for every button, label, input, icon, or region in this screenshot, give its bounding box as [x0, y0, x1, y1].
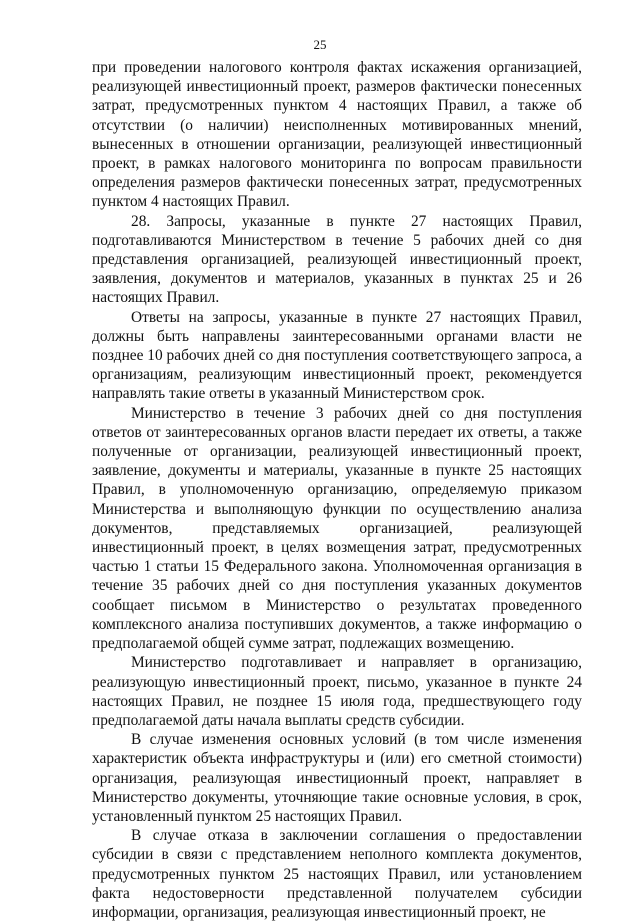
- page-number: 25: [313, 37, 327, 52]
- paragraph-continuation: при проведении налогового контроля фактах искажения организацией, реализующей инвестиционный проект, размеров фактически понесенных затрат, предусмотренных пунктом 4 настоящих Правил, а также об отсутствии (о наличии) неисполненных мотивированных мнений, вынесенных в отношении организации, реализующей инвестиционный проект, в рамках налогового мониторинга по вопросам правильности определения размеров фактически понесенных затрат, предусмотренных пунктом 4 настоящих Правил.: [92, 59, 582, 211]
- paragraph-item-28: 28. Запросы, указанные в пункте 27 настоящих Правил, подготавливаются Министерством в течение 5 рабочих дней со дня представления организацией, реализующей инвестиционный проект, заявления, документов и материалов, указанных в пунктах 25 и 26 настоящих Правил.: [92, 212, 582, 307]
- paragraph-responses: Ответы на запросы, указанные в пункте 27 настоящих Правил, должны быть направлены заинтересованными органами власти не позднее 10 рабочих дней со дня поступления соответствующего запроса, а организациям, реализующим инвестиционный проект, рекомендуется направлять такие ответы в указанный Министерством срок.: [92, 308, 582, 403]
- paragraph-ministry-transfer: Министерство в течение 3 рабочих дней со дня поступления ответов от заинтересованных органов власти передает их ответы, а также полученные от организации, реализующей инвестиционный проект, заявление, документы и материалы, указанные в пункте 25 настоящих Правил, в уполномоченную организацию, определяемую приказом Министерства и выполняющую функции по осуществлению анализа документов, представляемых организацией, реализующей инвестиционный проект, в целях возмещения затрат, предусмотренных частью 1 статьи 15 Федерального закона. Уполномоченная организация в течение 35 рабочих дней со дня поступления указанных документов сообщает письмом в Министерство о результатах проведенного комплексного анализа поступивших документов, а также информацию о предполагаемой общей сумме затрат, подлежащих возмещению.: [92, 404, 582, 653]
- paragraph-refusal: В случае отказа в заключении соглашения о предоставлении субсидии в связи с представлением неполного комплекта документов, предусмотренных пунктом 25 настоящих Правил, или установлением факта недостоверности представленной получателем субсидии информации, организация, реализующая инвестиционный проект, не: [92, 827, 582, 921]
- document-body: [92, 58, 582, 922]
- paragraph-conditions-change: В случае изменения основных условий (в том числе изменения характеристик объекта инфраструктуры и (или) его сметной стоимости) организация, реализующая инвестиционный проект, направляет в Министерство документы, уточняющие такие основные условия, в срок, установленный пунктом 25 настоящих Правил.: [92, 731, 582, 825]
- paragraph-letter: Министерство подготавливает и направляет в организацию, реализующую инвестиционный проект, письмо, указанное в пункте 24 настоящих Правил, не позднее 15 июля года, предшествующего году предполагаемой даты начала выплаты средств субсидии.: [92, 654, 582, 729]
